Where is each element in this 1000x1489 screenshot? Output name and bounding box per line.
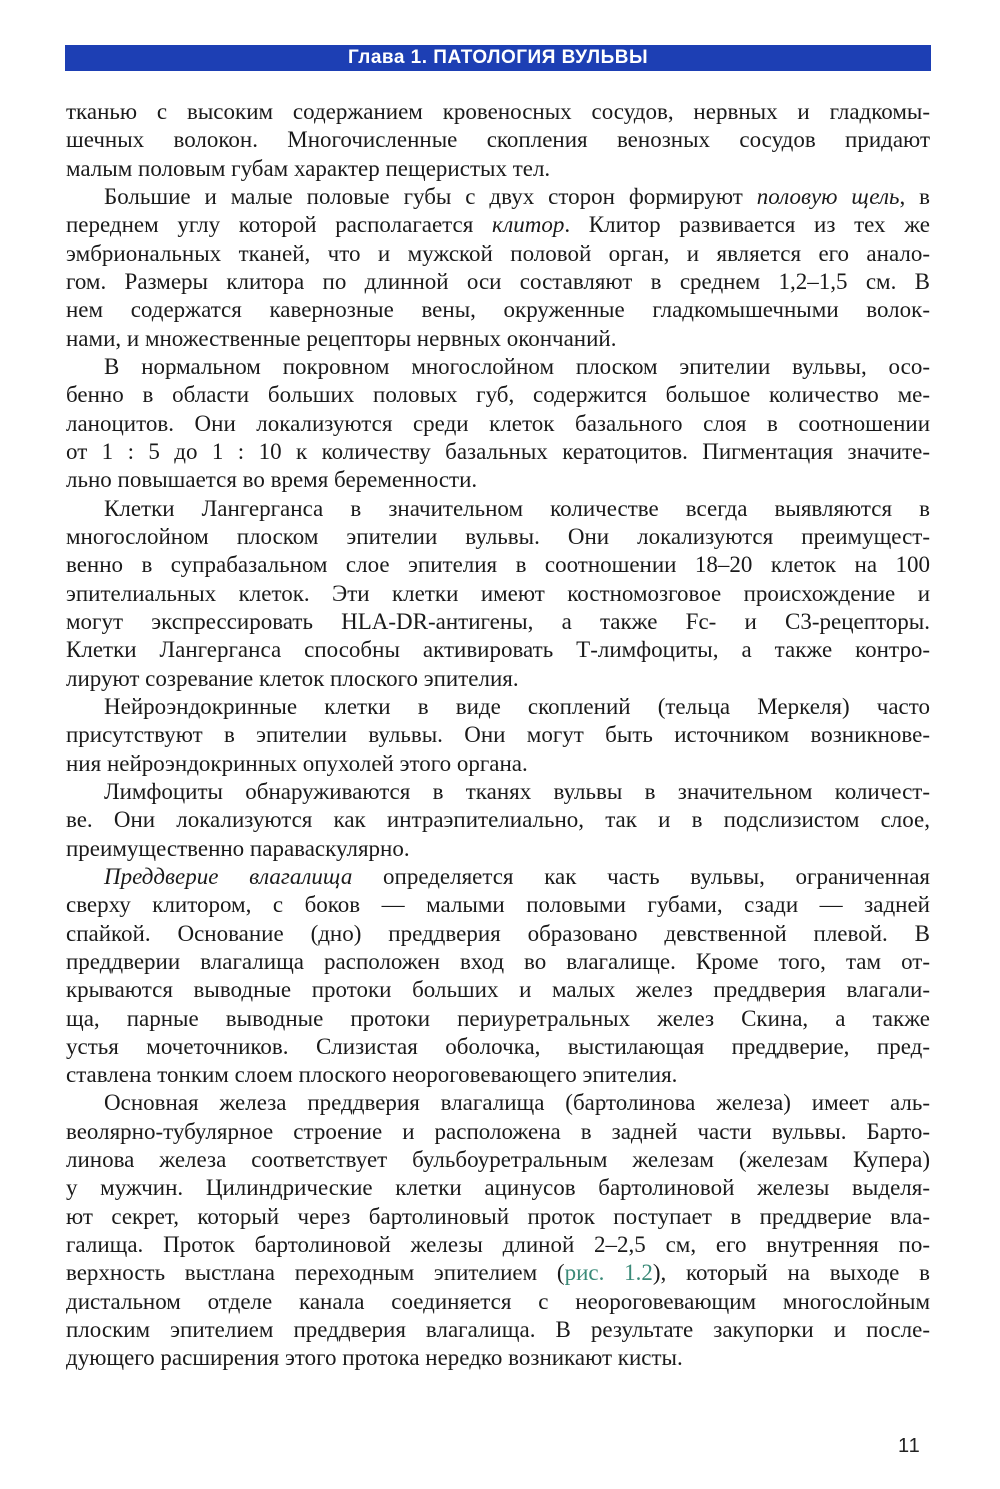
- text-line: [66, 1005, 930, 1033]
- text-line: [66, 948, 930, 976]
- text-line: [66, 1316, 930, 1344]
- chapter-header-bar: [65, 45, 931, 71]
- text-line: [66, 1118, 930, 1146]
- italic-term: клитор: [491, 212, 565, 238]
- text-segment: тканью с высоким содержанием кровеносных сосудов, нервных и гладкомы-: [66, 99, 930, 124]
- body-text: [66, 98, 930, 1373]
- text-line: [66, 721, 930, 749]
- text-segment: сверху клитором, с боков — малыми половыми губами, сзади — задней: [66, 892, 930, 918]
- text-line: [66, 608, 930, 636]
- text-segment: устья мочеточников. Слизистая оболочка, выстилающая преддверие, пред-: [66, 1033, 930, 1059]
- text-line: [66, 778, 930, 806]
- paragraph: [66, 98, 930, 183]
- figure-reference-link[interactable]: рис. 1.2: [564, 1260, 653, 1286]
- text-line: [66, 920, 930, 948]
- text-line: [66, 211, 930, 239]
- text-segment: венно в супрабазальном слое эпителия в соотношении 18–20 клеток на 100: [66, 552, 930, 578]
- text-segment: ), который на выходе в: [652, 1260, 930, 1286]
- text-segment: В нормальном покровном многослойном плоском эпителии вульвы, осо-: [104, 353, 930, 379]
- text-segment: шечных волокон. Многочисленные скопления венозных сосудов придают: [66, 127, 930, 153]
- text-segment: галища. Проток бартолиновой железы длиной 2–2,5 см, его внутренняя по-: [66, 1232, 930, 1258]
- text-segment: лируют созревание клеток плоского эпителия.: [66, 665, 519, 691]
- text-line: [66, 1231, 930, 1259]
- text-segment: нами, и множественные рецепторы нервных окончаний.: [66, 325, 617, 351]
- text-segment: присутствуют в эпителии вульвы. Они могут быть источником возникнове-: [66, 722, 930, 748]
- text-segment: эмбриональных тканей, что и мужской половой орган, и является его анало-: [66, 240, 930, 266]
- text-line: [66, 98, 930, 126]
- text-line: [66, 551, 930, 579]
- text-line: [66, 155, 930, 183]
- text-line: [66, 891, 930, 919]
- text-line: [66, 1174, 930, 1202]
- text-line: [66, 296, 930, 324]
- page-number: 11: [898, 1435, 921, 1457]
- text-line: [66, 381, 930, 409]
- text-line: [66, 835, 930, 863]
- italic-term: Преддверие влагалища: [104, 863, 353, 889]
- text-segment: Нейроэндокринные клетки в виде скоплений (тельца Меркеля) часто: [104, 693, 930, 719]
- text-segment: гом. Размеры клитора по длинной оси составляют в среднем 1,2–1,5 см. В: [66, 268, 930, 294]
- text-segment: ставлена тонким слоем плоского неороговевающего эпителия.: [66, 1062, 678, 1088]
- text-segment: у мужчин. Цилиндрические клетки ацинусов бартолиновой железы выделя-: [66, 1175, 930, 1201]
- text-segment: веолярно-тубулярное строение и расположена в задней части вульвы. Барто-: [66, 1118, 930, 1144]
- text-segment: эпителиальных клеток. Эти клетки имеют костномозговое происхождение и: [66, 580, 930, 606]
- text-line: [66, 693, 930, 721]
- text-line: [66, 466, 930, 494]
- text-line: [66, 410, 930, 438]
- text-segment: преимущественно параваскулярно.: [66, 835, 410, 861]
- text-line: [66, 863, 930, 891]
- text-line: [66, 1288, 930, 1316]
- paragraph: [66, 353, 930, 495]
- text-line: [66, 353, 930, 381]
- text-segment: . Клитор развивается из тех же: [564, 212, 931, 238]
- text-segment: дистальном отделе канала соединяется с неороговевающим многослойным: [66, 1288, 930, 1314]
- text-line: [66, 580, 930, 608]
- text-segment: Лимфоциты обнаруживаются в тканях вульвы в значительном количест-: [104, 778, 930, 804]
- text-segment: от 1 : 5 до 1 : 10 к количеству базальных кератоцитов. Пигментация значите-: [66, 438, 930, 464]
- text-line: [66, 325, 930, 353]
- text-segment: Основная железа преддверия влагалища (бартолинова железа) имеет аль-: [104, 1090, 930, 1116]
- text-segment: верхность выстлана переходным эпителием (: [66, 1260, 565, 1286]
- text-segment: ща, парные выводные протоки периуретральных желез Скина, а также: [66, 1005, 930, 1031]
- text-line: [66, 1089, 930, 1117]
- text-line: [66, 183, 930, 211]
- text-segment: нем содержатся кавернозные вены, окруженные гладкомышечными волок-: [66, 297, 930, 323]
- text-segment: Большие и малые половые губы с двух сторон формируют: [104, 183, 757, 209]
- paragraph: [66, 495, 930, 693]
- text-line: [66, 1259, 930, 1287]
- text-line: [66, 523, 930, 551]
- paragraph: [66, 183, 930, 353]
- text-segment: многослойном плоском эпителии вульвы. Они локализуются преимущест-: [66, 523, 930, 549]
- text-line: [66, 1203, 930, 1231]
- text-segment: преддверии влагалища расположен вход во влагалище. Кроме того, там от-: [66, 948, 930, 974]
- text-segment: могут экспрессировать HLA-DR-антигены, а также Fc- и C3-рецепторы.: [66, 608, 930, 634]
- text-segment: определяется как часть вульвы, ограниченная: [352, 863, 930, 889]
- text-line: [66, 636, 930, 664]
- text-line: [66, 1033, 930, 1061]
- text-segment: линова железа соответствует бульбоуретральным железам (железам Купера): [66, 1147, 930, 1173]
- text-segment: дующего расширения этого протока нередко возникают кисты.: [66, 1345, 683, 1371]
- chapter-title: Глава 1. ПАТОЛОГИЯ ВУЛЬВЫ: [347, 47, 649, 68]
- text-line: [66, 495, 930, 523]
- text-segment: переднем углу которой располагается: [66, 212, 492, 238]
- paragraph: [66, 693, 930, 778]
- text-line: [66, 126, 930, 154]
- italic-term: половую щель: [756, 183, 900, 209]
- text-segment: ния нейроэндокринных опухолей этого органа.: [66, 750, 528, 776]
- text-segment: ве. Они локализуются как интраэпителиально, так и в подслизистом слое,: [66, 807, 930, 833]
- text-line: [66, 750, 930, 778]
- text-segment: Клетки Лангерганса способны активировать Т-лимфоциты, а также контро-: [66, 637, 930, 663]
- paragraph: [66, 778, 930, 863]
- text-segment: , в: [899, 183, 930, 209]
- text-segment: льно повышается во время беременности.: [66, 467, 478, 493]
- text-line: [66, 268, 930, 296]
- text-line: [66, 806, 930, 834]
- text-line: [66, 665, 930, 693]
- text-line: [66, 976, 930, 1004]
- text-line: [66, 240, 930, 268]
- text-segment: Клетки Лангерганса в значительном количестве всегда выявляются в: [104, 495, 930, 521]
- text-line: [66, 438, 930, 466]
- text-segment: спайкой. Основание (дно) преддверия образовано девственной плевой. В: [66, 920, 930, 946]
- text-segment: плоским эпителием преддверия влагалища. В результате закупорки и после-: [66, 1317, 930, 1343]
- text-line: [66, 1344, 930, 1372]
- text-line: [66, 1146, 930, 1174]
- text-segment: ют секрет, который через бартолиновый проток поступает в преддверие вла-: [66, 1203, 930, 1229]
- paragraph: [66, 1089, 930, 1372]
- text-segment: малым половым губам характер пещеристых тел.: [66, 155, 551, 181]
- text-segment: ланоцитов. Они локализуются среди клеток базального слоя в соотношении: [66, 410, 930, 436]
- text-segment: крываются выводные протоки больших и малых желез преддверия влагали-: [66, 977, 930, 1003]
- text-segment: бенно в области больших половых губ, содержится большое количество ме-: [66, 382, 930, 408]
- text-line: [66, 1061, 930, 1089]
- paragraph: [66, 863, 930, 1090]
